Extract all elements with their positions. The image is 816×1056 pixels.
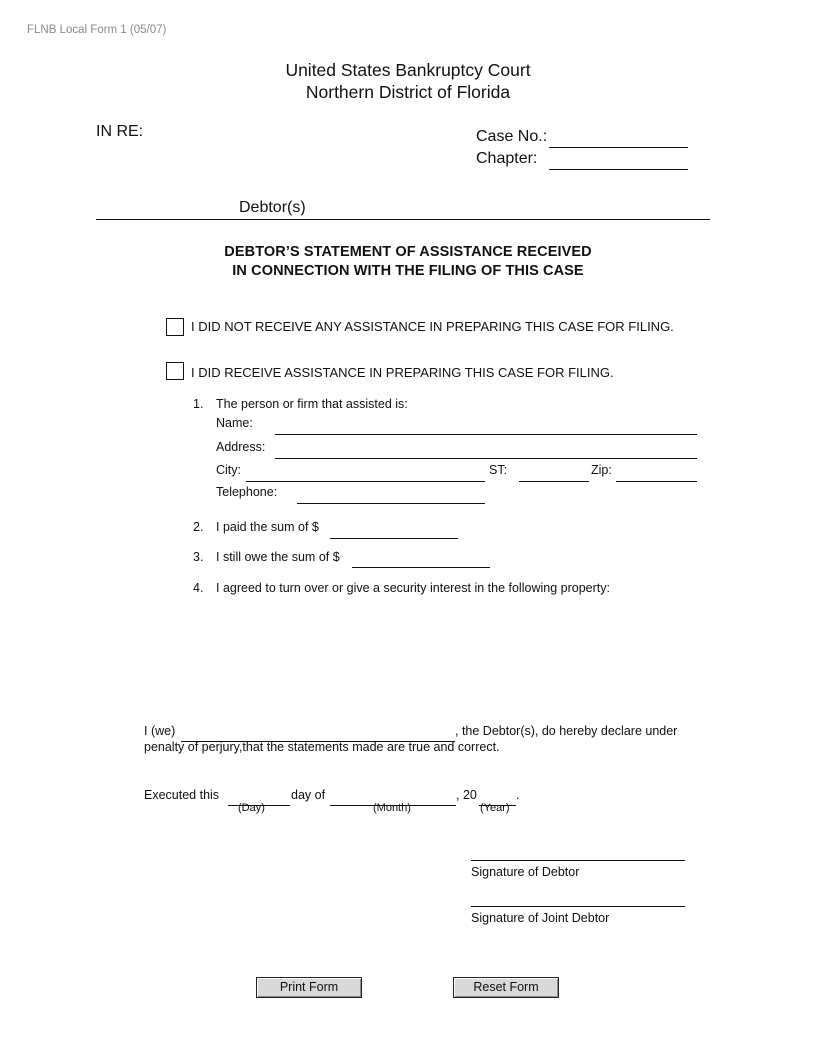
item3-number: 3. <box>193 550 204 564</box>
assistant-telephone-label: Telephone: <box>216 485 278 499</box>
assistant-address-label: Address: <box>216 440 266 454</box>
executed-this-label: Executed this <box>144 788 220 802</box>
item3-text: I still owe the sum of $ <box>216 550 340 564</box>
year-prefix-label: , 20 <box>456 788 477 802</box>
assistant-city-field[interactable] <box>246 467 485 482</box>
declaration-line2: penalty of perjury,that the statements made are true and correct. <box>144 740 500 754</box>
case-no-field[interactable] <box>549 133 688 148</box>
item1-number: 1. <box>193 397 204 411</box>
joint-debtor-signature-label: Signature of Joint Debtor <box>471 911 610 925</box>
month-caption: (Month) <box>373 802 411 814</box>
property-description-field[interactable] <box>216 600 700 704</box>
item2-number: 2. <box>193 520 204 534</box>
assistant-address-field[interactable] <box>275 444 697 459</box>
no-assistance-label: I DID NOT RECEIVE ANY ASSISTANCE IN PREPARING THIS CASE FOR FILING. <box>191 319 674 334</box>
assistant-name-label: Name: <box>216 416 253 430</box>
day-of-label: day of <box>291 788 326 802</box>
assistant-telephone-field[interactable] <box>297 489 485 504</box>
chapter-label: Chapter: <box>476 150 538 167</box>
item4-number: 4. <box>193 581 204 595</box>
debtor-signature-line <box>471 860 685 861</box>
court-district: Northern District of Florida <box>305 82 511 102</box>
item2-text: I paid the sum of $ <box>216 520 319 534</box>
assistant-state-field[interactable] <box>519 467 589 482</box>
item4-text: I agreed to turn over or give a security interest in the following property: <box>216 581 610 595</box>
amount-paid-field[interactable] <box>330 524 458 539</box>
declaration-prefix: I (we) <box>144 724 176 738</box>
assistant-zip-field[interactable] <box>616 467 697 482</box>
form-title-line2: IN CONNECTION WITH THE FILING OF THIS CASE <box>232 263 584 279</box>
form-identifier: FLNB Local Form 1 (05/07) <box>27 24 167 36</box>
executed-period: . <box>516 788 520 802</box>
in-re-label: IN RE: <box>96 123 144 140</box>
declaration-suffix: , the Debtor(s), do hereby declare under <box>455 724 678 738</box>
caption-divider <box>96 219 710 220</box>
amount-owed-field[interactable] <box>352 553 490 568</box>
received-assistance-label: I DID RECEIVE ASSISTANCE IN PREPARING THIS CASE FOR FILING. <box>191 365 614 380</box>
reset-form-button[interactable]: Reset Form <box>453 977 559 998</box>
year-caption: (Year) <box>480 802 510 814</box>
court-name: United States Bankruptcy Court <box>285 60 531 80</box>
assistant-zip-label: Zip: <box>591 463 612 477</box>
assistant-name-field[interactable] <box>275 420 697 435</box>
debtor-signature-label: Signature of Debtor <box>471 865 580 879</box>
assistant-city-label: City: <box>216 463 241 477</box>
debtor-label: Debtor(s) <box>239 199 306 216</box>
chapter-field[interactable] <box>549 155 688 170</box>
assistant-state-label: ST: <box>489 463 508 477</box>
item1-text: The person or firm that assisted is: <box>216 397 408 411</box>
form-title-line1: DEBTOR’S STATEMENT OF ASSISTANCE RECEIVED <box>224 244 592 260</box>
case-no-label: Case No.: <box>476 128 548 145</box>
no-assistance-checkbox[interactable] <box>166 318 184 336</box>
joint-debtor-signature-line <box>471 906 685 907</box>
print-form-button[interactable]: Print Form <box>256 977 362 998</box>
day-caption: (Day) <box>238 802 265 814</box>
received-assistance-checkbox[interactable] <box>166 362 184 380</box>
